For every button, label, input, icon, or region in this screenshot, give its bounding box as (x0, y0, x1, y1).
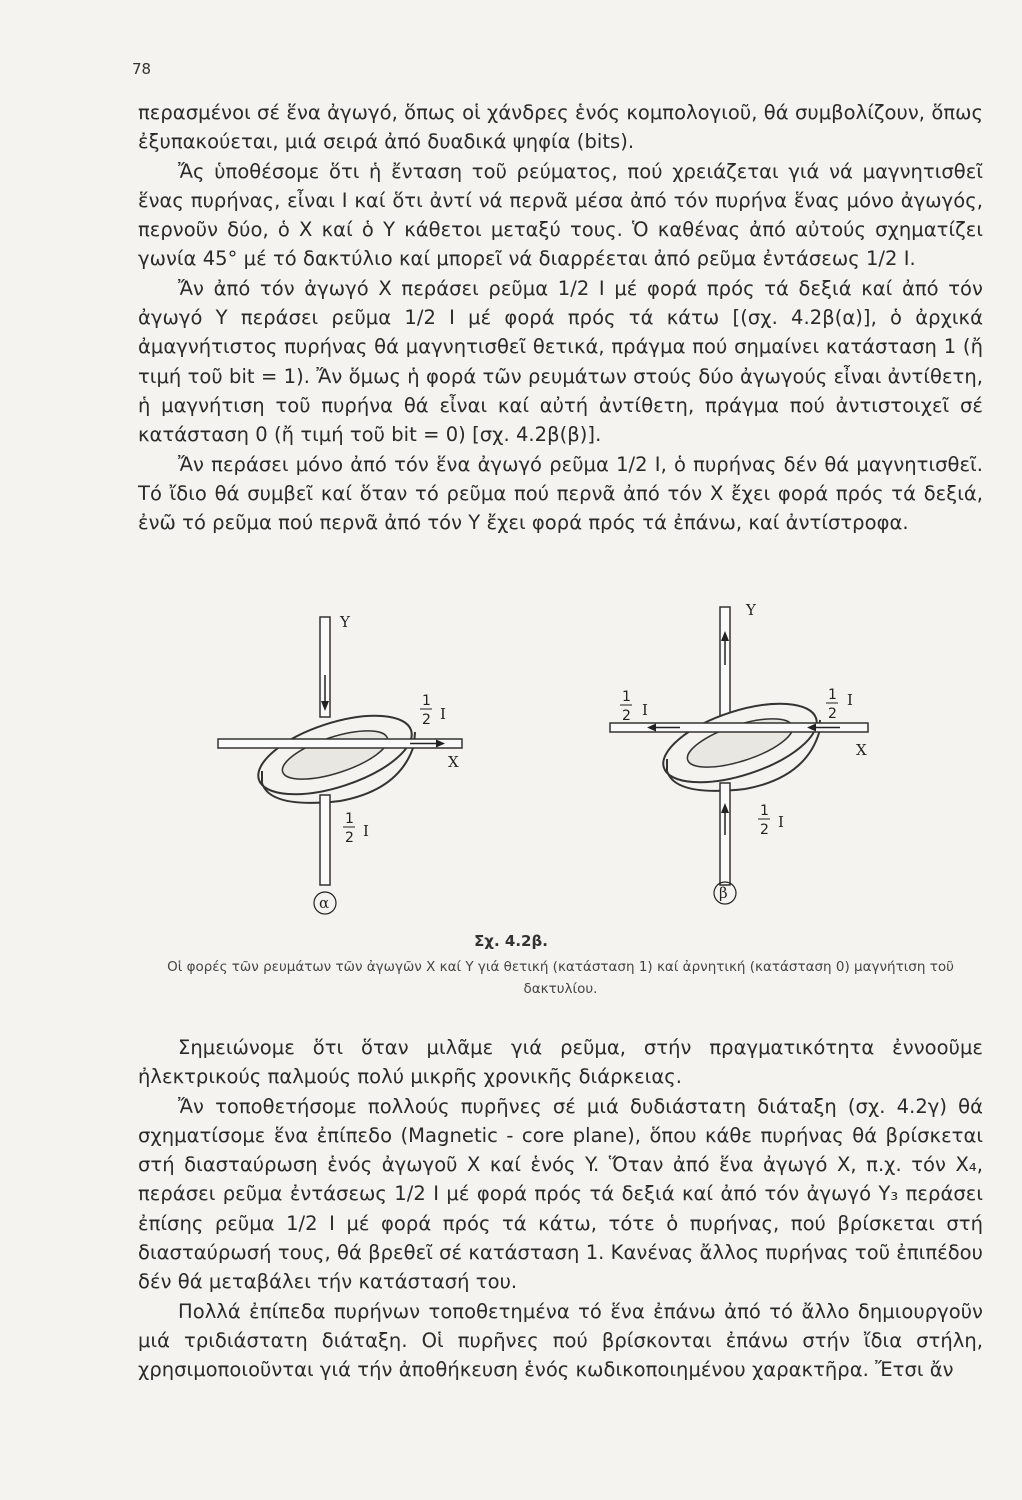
half-num: 1 (422, 693, 431, 709)
half-den: 2 (760, 822, 769, 838)
paragraph: Σημειώνομε ὅτι ὅταν μιλᾶμε γιά ρεῦμα, στήν πραγματικότητα ἐννοοῦμε ἠλεκτρικούς παλμούς πολύ μικρῆς χρονικῆς διάρκειας. (138, 1036, 983, 1089)
figure-caption-text: Οἱ φορές τῶν ρευμάτων τῶν ἀγωγῶν X καί Y γιά θετική (κατάσταση 1) καί ἀρνητική (κατάσταση 0) μαγνήτιση τοῦ δακτυλίου. (167, 959, 954, 997)
current-symbol: I (642, 701, 648, 719)
paragraph: Ἄν τοποθετήσομε πολλούς πυρῆνες σέ μιά δυδιάστατη διάταξη (σχ. 4.2γ) θά σχηματίσομε ἕνα ἐπίπεδο (Magnetic - core plane), ὅπου κάθε πυρήνας θά βρίσκεται στή διασταύρωση ἑνός ἀγωγοῦ X καί ἑνός Y. Ὅταν ἀπό ἕνα ἀγωγό X, π.χ. τόν X₄, περάσει ρεῦμα ἐντάσεως 1/2 I μέ φορά πρός τά δεξιά καί ἀπό τόν ἀγωγό Y₃ περάσει ἐπίσης ρεῦμα 1/2 I μέ φορά πρός τά κάτω, τότε ὁ πυρήνας, πού βρίσκεται στή διασταύρωσή τους, θά βρεθεῖ σέ κατάσταση 1. Κανένας ἄλλος πυρήνας τοῦ ἐπιπέδου δέν θά μεταβάλει τήν κατάστασή του. (138, 1094, 983, 1294)
text-block-bottom (138, 1033, 983, 1385)
half-num: 1 (760, 803, 769, 819)
magnetic-core-figure (200, 595, 880, 925)
half-den: 2 (345, 830, 354, 846)
paragraph: Ἄν ἀπό τόν ἀγωγό X περάσει ρεῦμα 1/2 I μέ φορά πρός τά δεξιά καί ἀπό τόν ἀγωγό Y περάσει ρεῦμα 1/2 I μέ φορά πρός τά κάτω [(σχ. 4.2β(α)], ὁ ἀρχικά ἀμαγνήτιστος πυρήνας θά μαγνητισθεῖ θετικά, πράγμα πού σημαίνει κατάσταση 1 (ἤ τιμή τοῦ bit = 1). Ἄν ὅμως ἡ φορά τῶν ρευμάτων στούς δύο ἀγωγούς εἶναι ἀντίθετη, ἡ μαγνήτιση τοῦ πυρήνα θά εἶναι καί αὐτή ἀντίθετη, πράγμα πού ἀντιστοιχεῖ σέ κατάσταση 0 (ἤ τιμή τοῦ bit = 0) [σχ. 4.2β(β)]. (138, 276, 983, 447)
current-symbol: I (778, 813, 784, 831)
panel-marker: β (719, 884, 728, 902)
current-symbol: I (847, 691, 853, 709)
half-den: 2 (422, 712, 431, 728)
label-y: Y (340, 613, 350, 631)
panel-alpha (218, 613, 462, 914)
paragraph: περασμένοι σέ ἕνα ἀγωγό, ὅπως οἱ χάνδρες ἑνός κομπολογιοῦ, θά συμβολίζουν, ὅπως ἐξυπακούεται, μιά σειρά ἀπό δυαδικά ψηφία (bits). (138, 101, 983, 154)
current-symbol: I (363, 822, 369, 840)
half-den: 2 (828, 706, 837, 722)
current-symbol: I (440, 705, 446, 723)
paragraph: Ἄν περάσει μόνο ἀπό τόν ἕνα ἀγωγό ρεῦμα 1/2 I, ὁ πυρήνας δέν θά μαγνητισθεῖ. Τό ἴδιο θά συμβεῖ καί ὅταν τό ρεῦμα πού περνᾶ ἀπό τόν X ἔχει φορά πρός τά δεξιά, ἐνῶ τό ρεῦμα πού περνᾶ ἀπό τόν Y ἔχει φορά πρός τά ἐπάνω, καί ἀντίστροφα. (138, 452, 983, 535)
panel-marker: α (319, 894, 330, 912)
half-num: 1 (622, 689, 631, 705)
paragraph: Πολλά ἐπίπεδα πυρήνων τοποθετημένα τό ἕνα ἐπάνω ἀπό τό ἄλλο δημιουργοῦν μιά τριδιάστατη διάταξη. Οἱ πυρῆνες πού βρίσκονται ἐπάνω στήν ἴδια στήλη, χρησιμοποιοῦνται γιά τήν ἀποθήκευση ἑνός κωδικοποιημένου χαρακτῆρα. Ἔτσι ἄν (138, 1299, 983, 1382)
label-x: X (448, 753, 459, 771)
label-x: X (856, 741, 867, 759)
figure-caption-title: Σχ. 4.2β. (474, 932, 548, 950)
paragraph: Ἄς ὑποθέσομε ὅτι ἡ ἔνταση τοῦ ρεύματος, πού χρειάζεται γιά νά μαγνητισθεῖ ἕνας πυρήνας, εἶναι I καί ὅτι ἀντί νά περνᾶ μέσα ἀπό τόν πυρήνα ἕνας μόνο ἀγωγός, περνοῦν δύο, ὁ X καί ὁ Y κάθετοι μεταξύ τους. Ὁ καθένας ἀπό αὐτούς σχηματίζει γωνία 45° μέ τό δακτύλιο καί μπορεῖ νά διαρρέεται ἀπό ρεῦμα ἐντάσεως 1/2 I. (138, 159, 983, 271)
half-num: 1 (828, 687, 837, 703)
text-block-top (138, 98, 983, 537)
label-y: Y (746, 601, 756, 619)
half-num: 1 (345, 811, 354, 827)
panel-beta (610, 601, 868, 904)
page-number: 78 (132, 60, 152, 78)
half-den: 2 (622, 708, 631, 724)
